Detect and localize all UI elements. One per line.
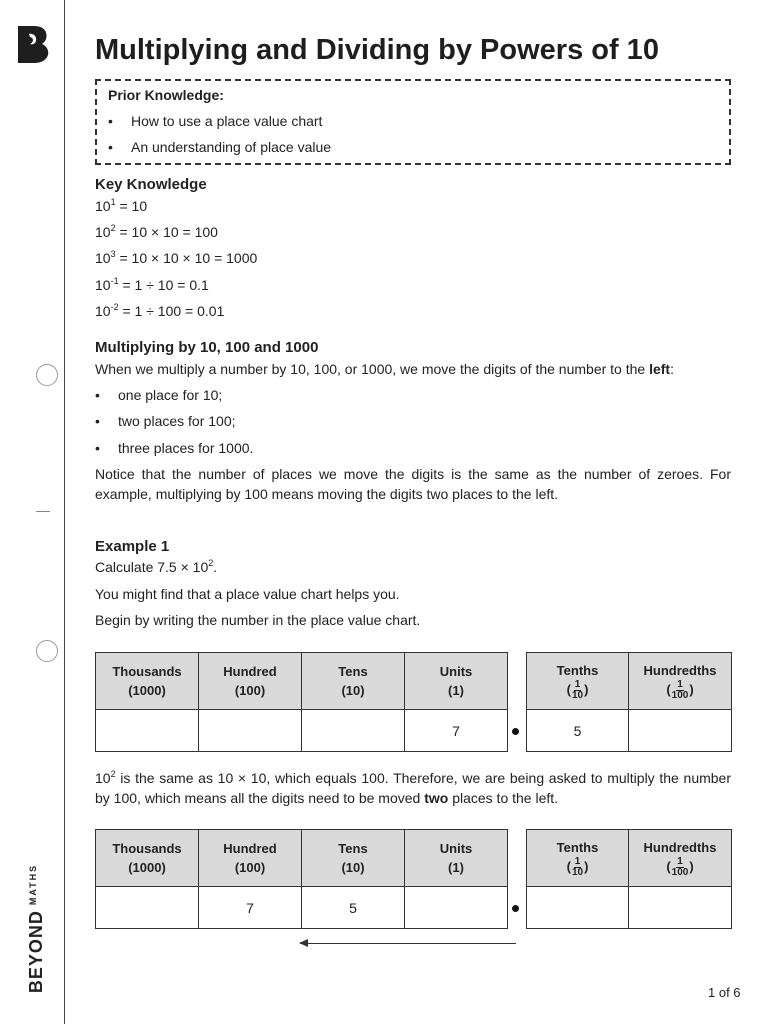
header-tens: Tens (10) [302, 653, 405, 710]
header-hundredths: Hundredths ( $\frac{1}{100}$ ) [629, 653, 732, 710]
header-units: Units (1) [405, 653, 508, 710]
cell-thousands [96, 887, 199, 929]
page-number: 1 of 6 [708, 985, 741, 1000]
cell-tenths: 5 [527, 710, 629, 752]
header-tens: Tens (10) [302, 830, 405, 887]
bullet-item: • two places for 100; [95, 413, 236, 429]
cell-tenths [527, 887, 629, 929]
brand-logo-text: $BEYOND^{MATHS}$ [26, 863, 47, 994]
cell-hundredths [629, 710, 732, 752]
power-line: $10^{-2} = 1 \div 100 = 0.01$ [95, 302, 225, 319]
cell-hundredths [629, 887, 732, 929]
multiplying-heading: Multiplying by 10, 100 and 1000 [95, 339, 319, 356]
decimal-point [512, 728, 519, 735]
place-value-chart-2-decimal [526, 829, 732, 929]
power-line: $10^3 = 10 \times 10 \times 10 = 1000$ [95, 249, 258, 266]
bullet-item: • one place for 10; [95, 387, 223, 403]
header-hundred: Hundred (100) [199, 653, 302, 710]
punch-hole-bottom [36, 640, 58, 662]
prior-knowledge-item: • An understanding of place value [108, 139, 332, 155]
example-instruction: Begin by writing the number in the place value chart. [95, 612, 421, 628]
example-calculation: Calculate $7.5 \times 10^2$. [95, 558, 218, 575]
cell-tens: 5 [302, 887, 405, 929]
example-heading: Example 1 [95, 538, 170, 555]
cell-hundred [199, 710, 302, 752]
cell-thousands [96, 710, 199, 752]
punch-hole-top [36, 364, 58, 386]
header-hundredths: Hundredths ( $\frac{1}{100}$ ) [629, 830, 732, 887]
cell-tens [302, 710, 405, 752]
header-thousands: Thousands (1000) [96, 830, 199, 887]
beyond-logo-icon [16, 24, 50, 64]
header-units: Units (1) [405, 830, 508, 887]
power-line: $10^1 = 10$ [95, 197, 148, 214]
margin-line [64, 0, 65, 1024]
example-hint: You might find that a place value chart helps you. [95, 586, 400, 602]
power-line: $10^{-1} = 1 \div 10 = 0.1$ [95, 276, 209, 293]
explanation-paragraph: $10^2$ is the same as 10 × 10, which equals 100. Therefore, we are being asked to multiply the number by 100, which means all the digits need to be moved two places to the left. [95, 769, 731, 806]
key-knowledge-heading: Key Knowledge [95, 176, 207, 193]
decimal-point [512, 905, 519, 912]
page-title: Multiplying and Dividing by Powers of 10 [95, 34, 659, 66]
fold-mark [36, 511, 50, 512]
place-value-chart-2-whole [95, 829, 508, 929]
header-hundred: Hundred (100) [199, 830, 302, 887]
prior-knowledge-item: • How to use a place value chart [108, 113, 323, 129]
notice-paragraph: Notice that the number of places we move the digits is the same as the number of zeroes. For example, multiplying by 100 means moving the digits two places to the left. [95, 466, 731, 502]
left-arrow-icon [299, 939, 308, 947]
header-tenths: Tenths ( $\frac{1}{10}$ ) [527, 830, 629, 887]
place-value-chart-1-decimal [526, 652, 732, 752]
cell-units: 7 [405, 710, 508, 752]
header-tenths: Tenths ( $\frac{1}{10}$ ) [527, 653, 629, 710]
cell-units [405, 887, 508, 929]
cell-hundred: 7 [199, 887, 302, 929]
left-arrow-line [300, 943, 516, 944]
bullet-item: • three places for 1000. [95, 440, 254, 456]
place-value-chart-1-whole [95, 652, 508, 752]
multiplying-intro: When we multiply a number by 10, 100, or 1000, we move the digits of the number to the left: [95, 361, 674, 377]
prior-knowledge-box [95, 79, 731, 165]
power-line: $10^2 = 10 \times 10 = 100$ [95, 223, 218, 240]
prior-knowledge-heading: Prior Knowledge: [108, 87, 224, 103]
header-thousands: Thousands (1000) [96, 653, 199, 710]
